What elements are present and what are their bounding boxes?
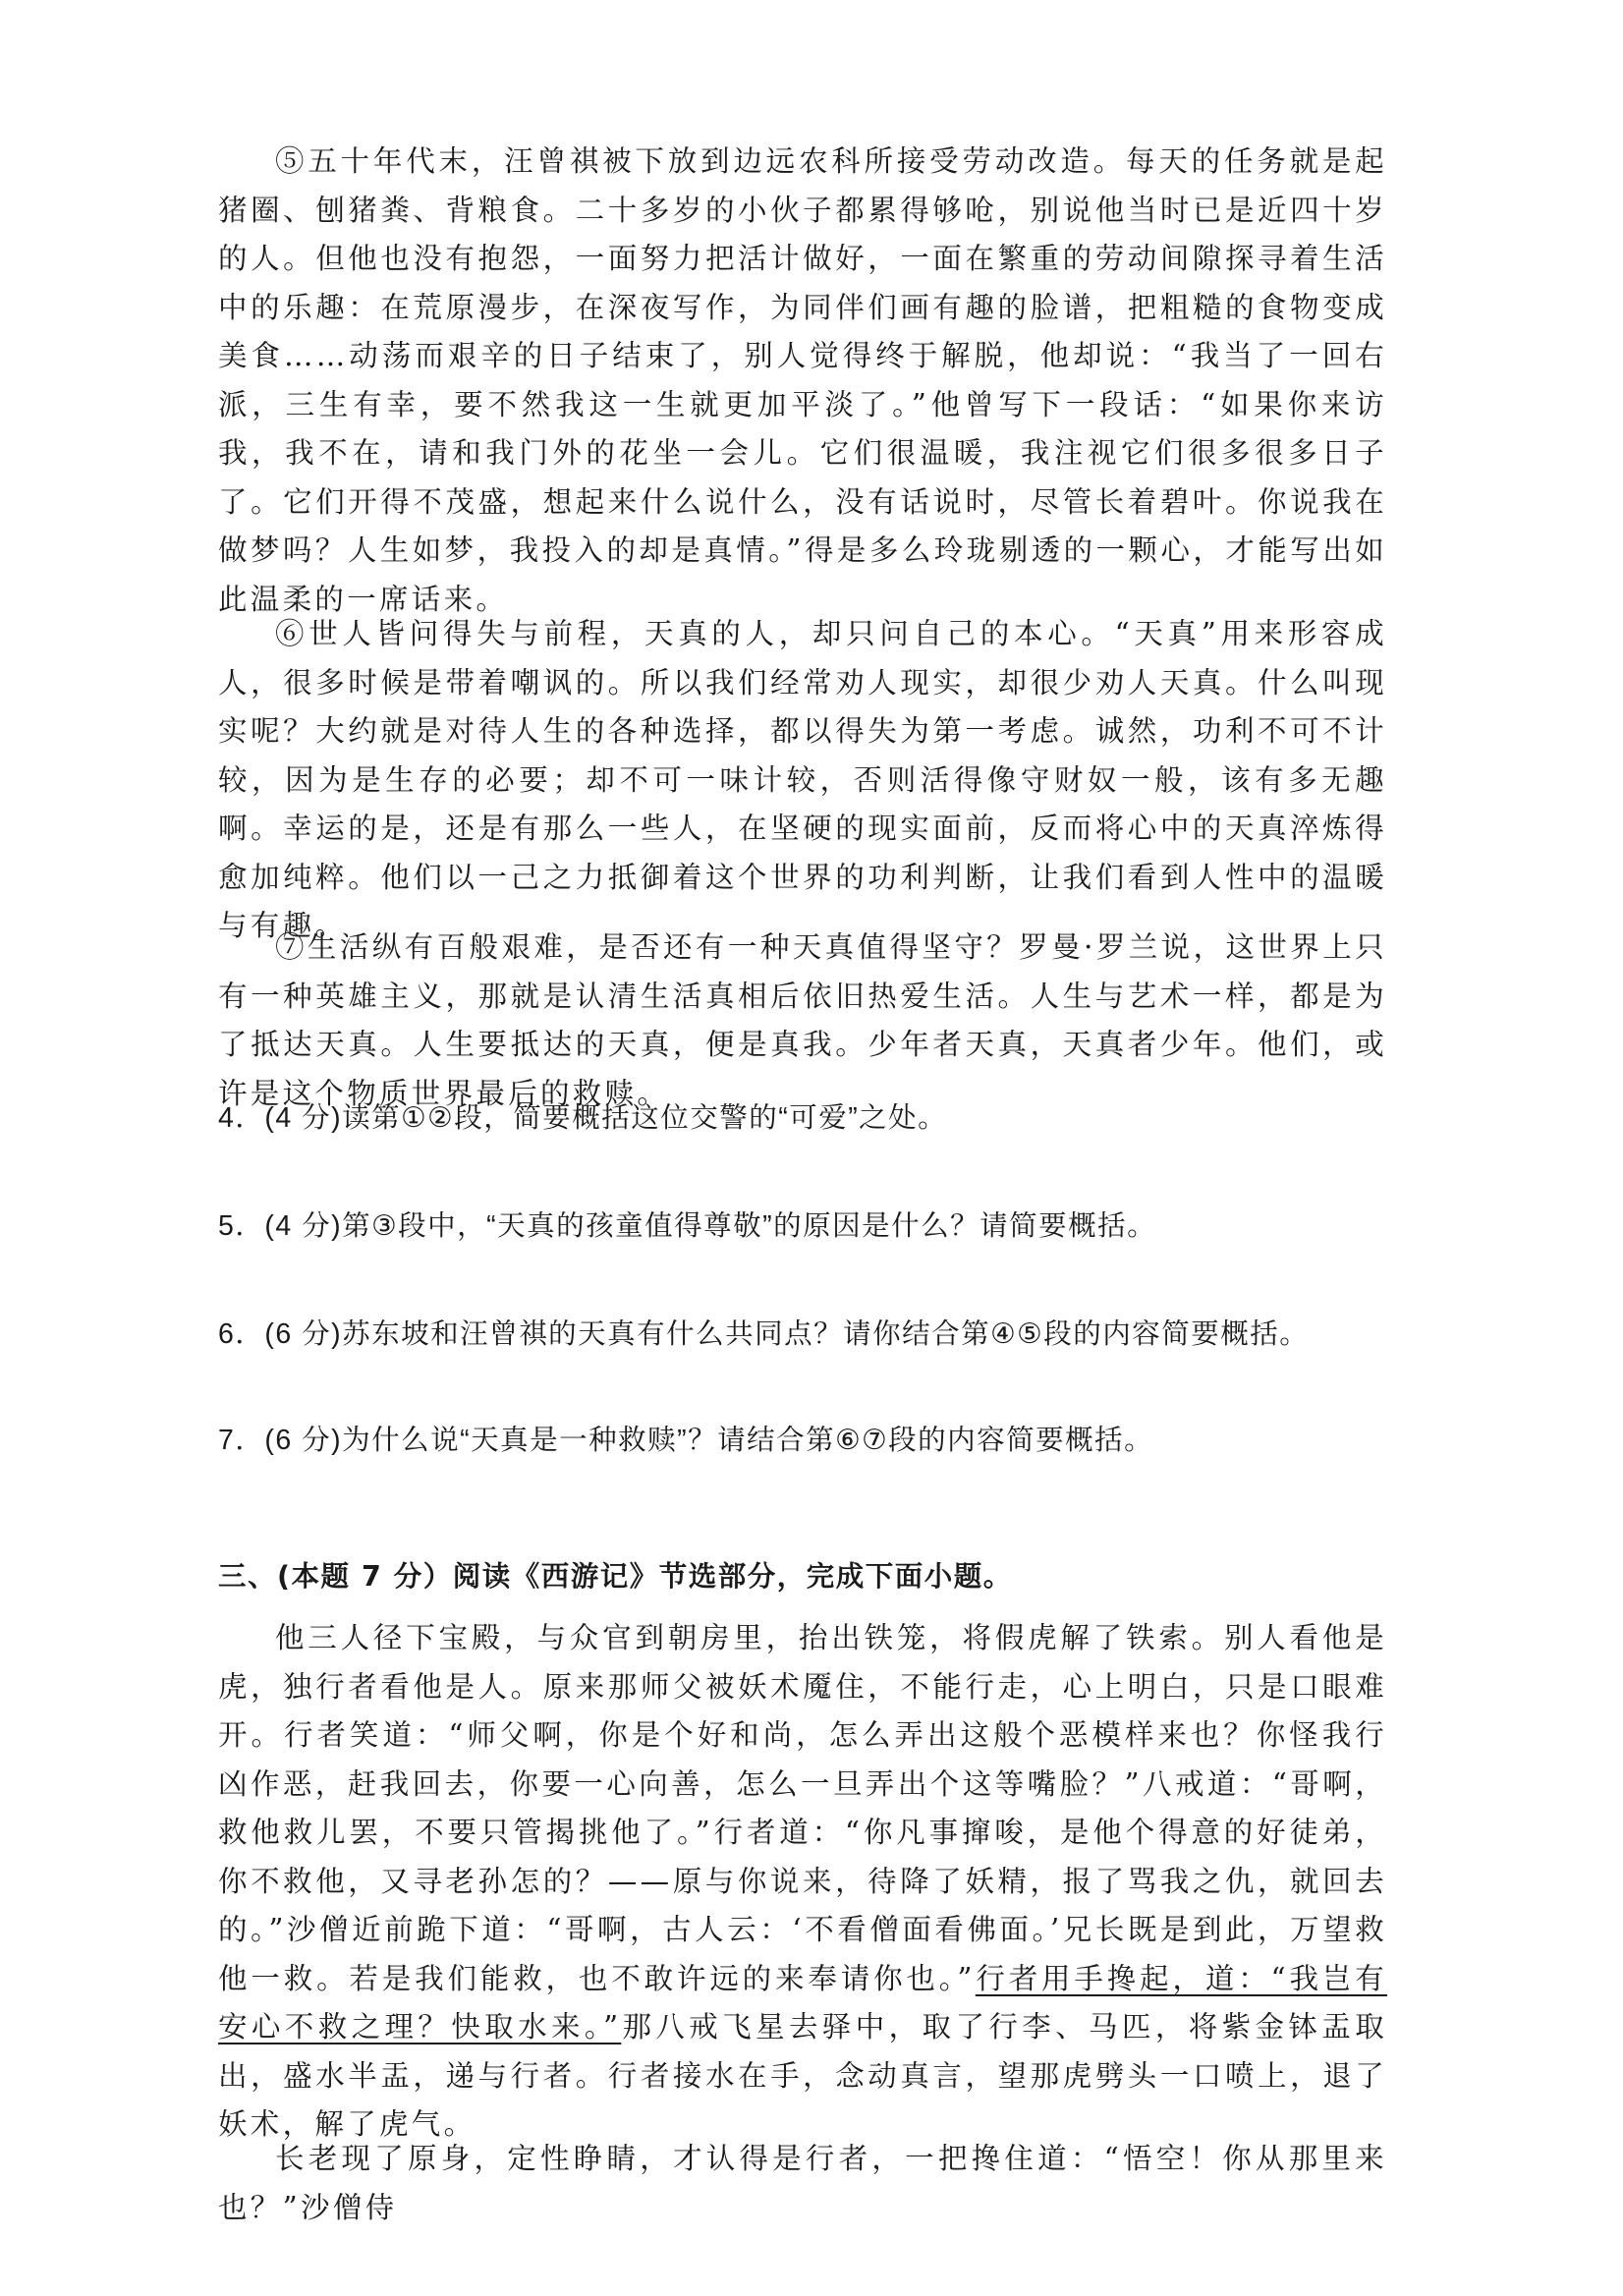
section-3-title: 三、(本题 7 分）阅读《西游记》节选部分，完成下面小题。 [218, 1560, 1013, 1593]
passage-paragraph-6: ⑥世人皆问得失与前程，天真的人，却只问自己的本心。“天真”用来形容成人，很多时候是带着嘲讽的。所以我们经常劝人现实，却很少劝人天真。什么叫现实呢？大约就是对待人生的各种选择，都以得失为第一考虑。诚然，功利不可不计较，因为是生存的必要；却不可一味计较，否则活得像守财奴一般，该有多无趣啊。幸运的是，还是有那么一些人，在坚硬的现实面前，反而将心中的天真淬炼得愈加纯粹。他们以一己之力抵御着这个世界的功利判断，让我们看到人性中的温暖与有趣。 [218, 617, 1387, 942]
passage-paragraph-5: ⑤五十年代末，汪曾祺被下放到边远农科所接受劳动改造。每天的任务就是起猪圈、刨猪粪、背粮食。二十多岁的小伙子都累得够呛，别说他当时已是近四十岁的人。但他也没有抱怨，一面努力把活计做好，一面在繁重的劳动间隙探寻着生活中的乐趣：在荒原漫步，在深夜写作，为同伴们画有趣的脸谱，把粗糙的食物变成美食……动荡而艰辛的日子结束了，别人觉得终于解脱，他却说：“我当了一回右派，三生有幸，要不然我这一生就更加平淡了。”他曾写下一段话：“如果你来访我，我不在，请和我门外的花坐一会儿。它们很温暖，我注视它们很多很多日子了。它们开得不茂盛，想起来什么说什么，没有话说时，尽管长着碧叶。你说我在做梦吗？人生如梦，我投入的却是真情。”得是多么玲珑剔透的一颗心，才能写出如此温柔的一席话来。 [218, 144, 1387, 616]
passage-paragraph-7: ⑦生活纵有百般艰难，是否还有一种天真值得坚守？罗曼·罗兰说，这世界上只有一种英雄主义，那就是认清生活真相后依旧热爱生活。人生与艺术一样，都是为了抵达天真。人生要抵达的天真，便是真我。少年者天真，天真者少年。他们，或许是这个物质世界最后的救赎。 [218, 930, 1387, 1110]
xiyouji-underlined-sentence: 行者用手搀起，道：“我岂有安心不救之理？快取水来。” [218, 1961, 1387, 2044]
question-4: 4．(4 分)读第①②段，简要概括这位交警的“可爱”之处。 [218, 1102, 948, 1134]
xiyouji-text-after: 那八戒飞星去驿中，取了行李、马匹，将紫金钵盂取出，盛水半盂，递与行者。行者接水在手，念动真言，望那虎劈头一口喷上，退了妖术，解了虎气。 [218, 2010, 1387, 2141]
question-7: 7．(6 分)为什么说“天真是一种救赎”？请结合第⑥⑦段的内容简要概括。 [218, 1425, 1154, 1456]
xiyouji-paragraph-2: 长老现了原身，定性睁睛，才认得是行者，一把搀住道：“悟空！你从那里来也？”沙僧侍 [218, 2142, 1387, 2224]
question-6: 6．(6 分)苏东坡和汪曾祺的天真有什么共同点？请你结合第④⑤段的内容简要概括。 [218, 1318, 1310, 1350]
xiyouji-paragraph-1 [218, 1614, 1387, 2150]
question-5: 5．(4 分)第③段中，“天真的孩童值得尊敬”的原因是什么？请简要概括。 [218, 1210, 1157, 1242]
xiyouji-text-before: 他三人径下宝殿，与众官到朝房里，抬出铁笼，将假虎解了铁索。别人看他是虎，独行者看他是人。原来那师父被妖术魇住，不能行走，心上明白，只是口眼难开。行者笑道：“师父啊，你是个好和尚，怎么弄出这般个恶模样来也？你怪我行凶作恶，赶我回去，你要一心向善，怎么一旦弄出个这等嘴脸？”八戒道：“哥啊，救他救儿罢，不要只管揭挑他了。”行者道：“你凡事撺唆，是他个得意的好徒弟，你不救他，又寻老孙怎的？——原与你说来，待降了妖精，报了骂我之仇，就回去的。”沙僧近前跪下道：“哥啊，古人云：‘不看僧面看佛面。’兄长既是到此，万望救他一救。若是我们能救，也不敢许远的来奉请你也。” [218, 1621, 1387, 1995]
